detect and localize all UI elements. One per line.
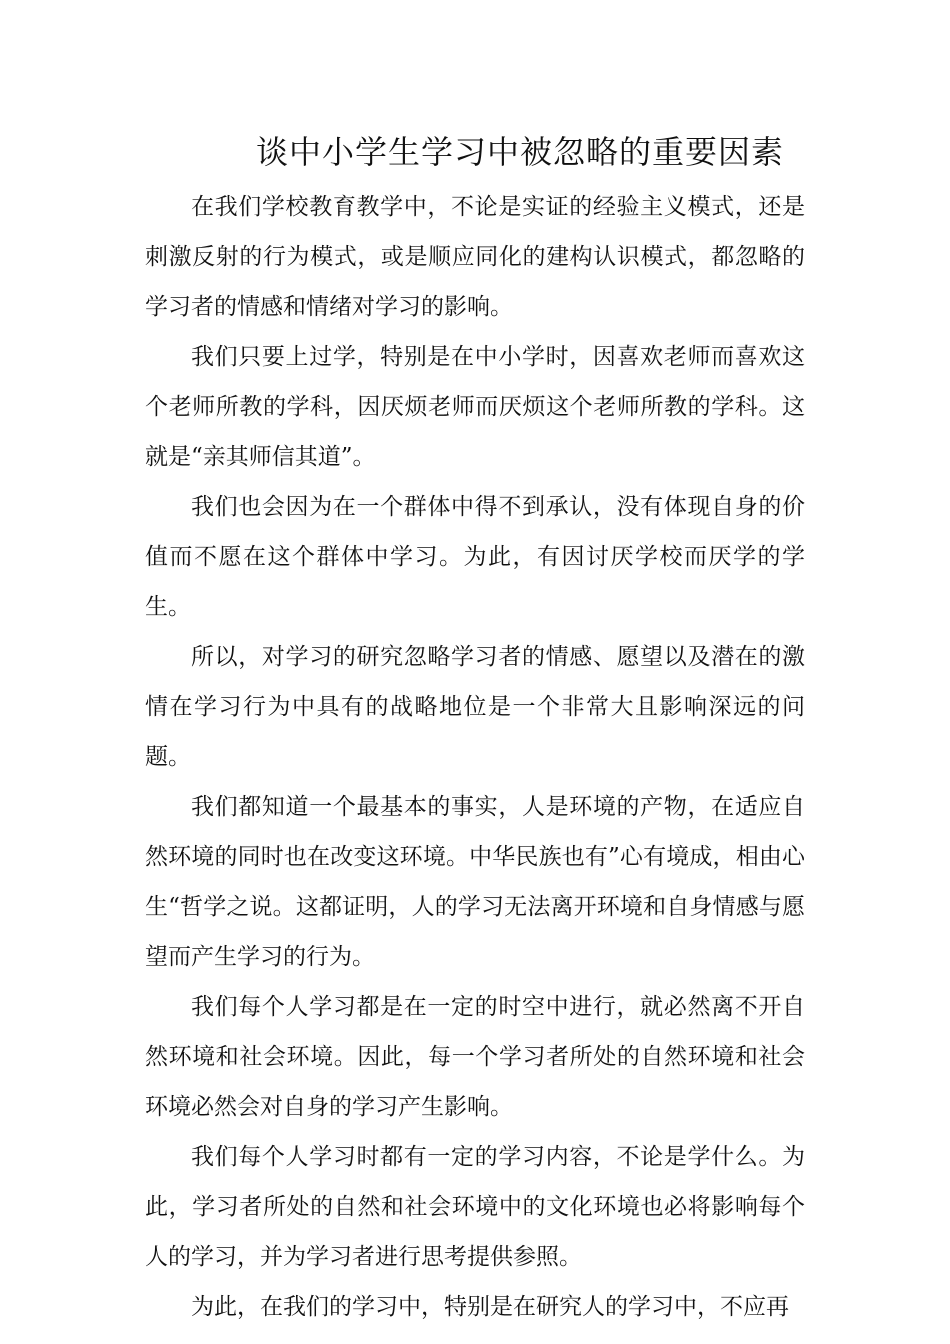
document-body bbox=[145, 182, 805, 1332]
paragraph-2: 我们只要上过学，特别是在中小学时，因喜欢老师而喜欢这个老师所教的学科，因厌烦老师而厌烦这个老师所教的学科。这就是“亲其师信其道”。 bbox=[145, 344, 805, 470]
paragraph-7: 我们每个人学习时都有一定的学习内容，不论是学什么。为此，学习者所处的自然和社会环境中的文化环境也必将影响每个人的学习，并为学习者进行思考提供参照。 bbox=[145, 1144, 805, 1270]
paragraph-1: 在我们学校教育教学中，不论是实证的经验主义模式，还是刺激反射的行为模式，或是顺应同化的建构认识模式，都忽略的学习者的情感和情绪对学习的影响。 bbox=[145, 194, 805, 320]
document-title: 谈中小学生学习中被忽略的重要因素 bbox=[256, 133, 785, 171]
paragraph-6: 我们每个人学习都是在一定的时空中进行，就必然离不开自然环境和社会环境。因此，每一个学习者所处的自然环境和社会环境必然会对自身的学习产生影响。 bbox=[145, 994, 805, 1120]
paragraph-3: 我们也会因为在一个群体中得不到承认，没有体现自身的价值而不愿在这个群体中学习。为此，有因讨厌学校而厌学的学生。 bbox=[145, 494, 805, 620]
paragraph-4: 所以，对学习的研究忽略学习者的情感、愿望以及潜在的激情在学习行为中具有的战略地位是一个非常大且影响深远的问题。 bbox=[145, 644, 805, 770]
paragraph-5: 我们都知道一个最基本的事实，人是环境的产物，在适应自然环境的同时也在改变这环境。中华民族也有”心有境成，相由心生“哲学之说。这都证明，人的学习无法离开环境和自身情感与愿望而产生学习的行为。 bbox=[145, 794, 805, 970]
paragraph-8: 为此，在我们的学习中，特别是在研究人的学习中，不应再 bbox=[191, 1294, 789, 1320]
